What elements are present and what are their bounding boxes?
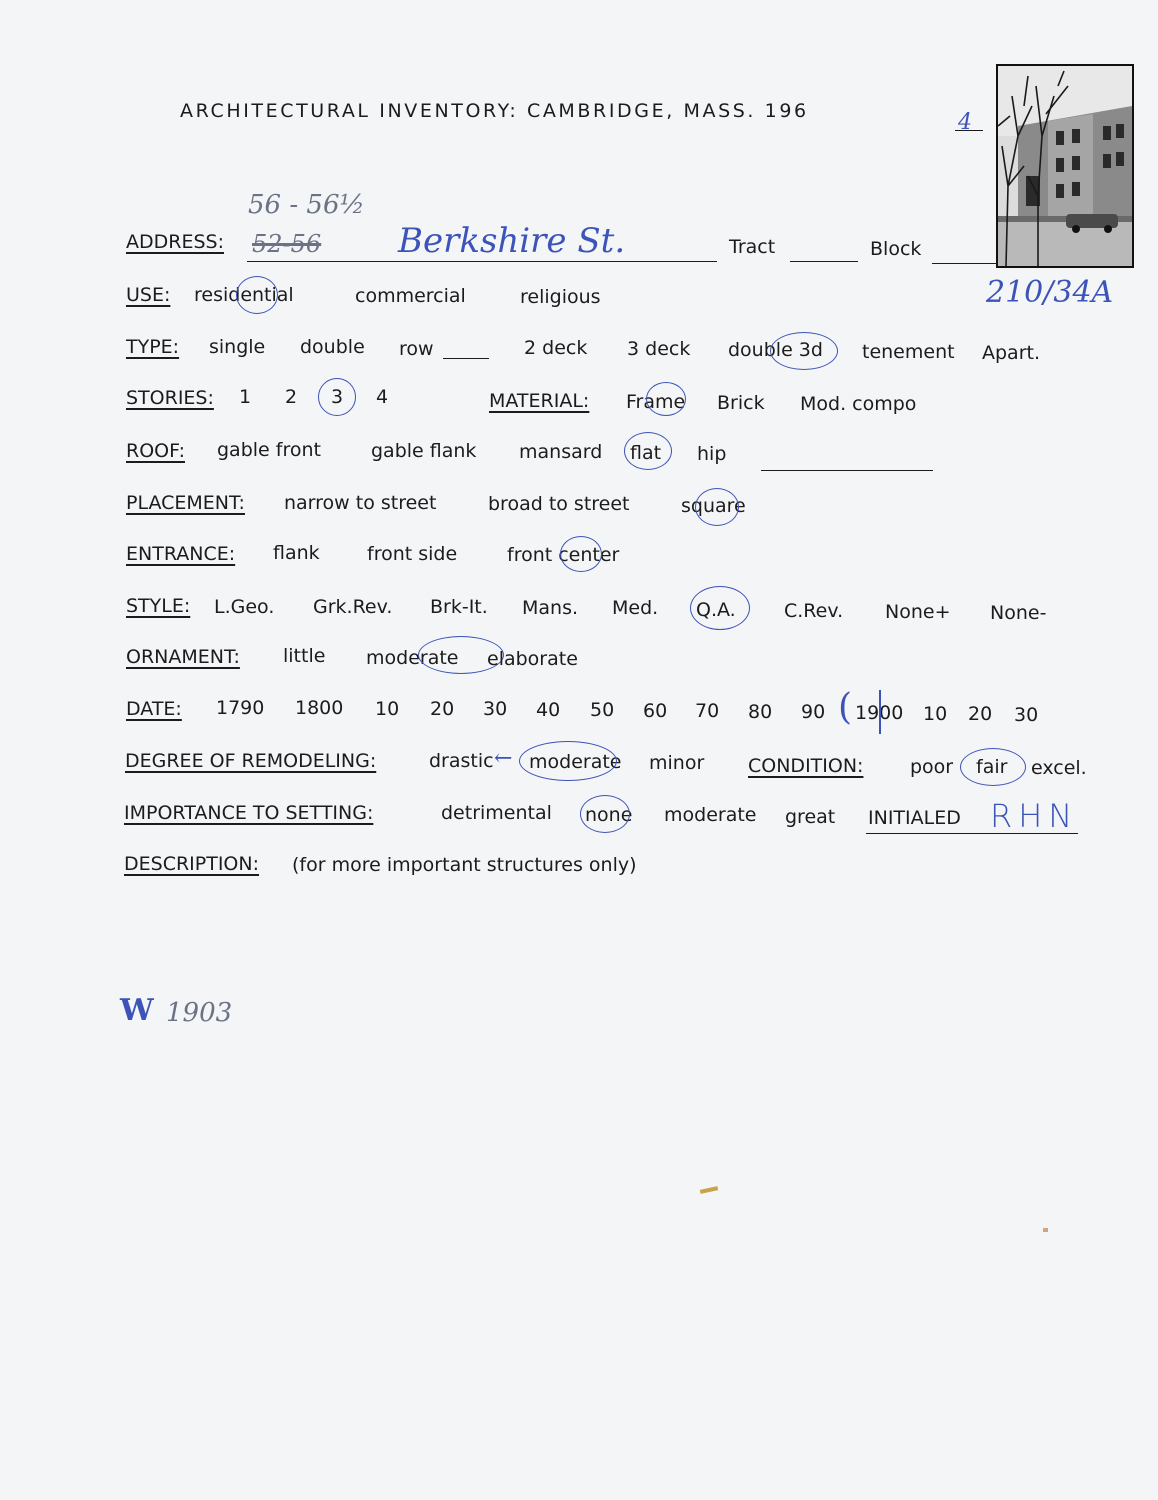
remodeling-drastic: drastic (429, 750, 494, 772)
description-label: DESCRIPTION: (124, 853, 260, 875)
initialed-label: INITIALED (868, 807, 961, 829)
remodeling-label: DEGREE OF REMODELING: (125, 750, 377, 772)
importance-selection-ring (580, 795, 633, 833)
entrance-front-center: front center (507, 544, 620, 566)
roof-mansard: mansard (519, 441, 603, 463)
ornament-elaborate: elaborate (487, 648, 578, 670)
condition-label: CONDITION: (748, 755, 864, 777)
entrance-selection-ring (560, 536, 602, 572)
style-q-a: Q.A. (696, 599, 736, 621)
type-selection-ring (770, 332, 838, 370)
remodeling-selection-ring (519, 741, 617, 781)
material-selection-ring (646, 382, 686, 416)
style-c-rev: C.Rev. (784, 600, 844, 622)
importance-none: none (585, 804, 633, 826)
stray-mark (700, 1186, 718, 1194)
type-row: row (399, 338, 434, 360)
importance-great: great (785, 806, 836, 828)
date-60: 60 (643, 700, 668, 722)
date-80: 80 (748, 701, 773, 723)
placement-narrow: narrow to street (284, 492, 437, 514)
type-blank-line (443, 358, 489, 359)
remodeling-arrow: ← (494, 746, 513, 771)
ornament-little: little (283, 645, 326, 667)
importance-moderate: moderate (664, 804, 757, 826)
style-med: Med. (612, 597, 659, 619)
condition-poor: poor (910, 756, 954, 778)
condition-excel: excel. (1031, 757, 1087, 779)
use-residential: residential (194, 284, 294, 306)
address-label: ADDRESS: (126, 231, 224, 253)
style-l-geo: L.Geo. (214, 596, 275, 618)
roof-gable-flank: gable flank (371, 440, 477, 462)
roof-hip: hip (697, 443, 727, 465)
date-70: 70 (695, 700, 720, 722)
address-number: 56 - 56½ (248, 190, 365, 220)
importance-detrimental: detrimental (441, 802, 552, 824)
building-photo (996, 64, 1134, 268)
date-label: DATE: (126, 698, 182, 720)
date-bracket: ( (838, 687, 853, 728)
year-underline (955, 130, 983, 131)
block-line (932, 263, 998, 264)
condition-fair: fair (976, 756, 1008, 778)
placement-label: PLACEMENT: (126, 492, 245, 514)
address-street: Berkshire St. (398, 221, 626, 261)
stories-3: 3 (331, 386, 344, 408)
stories-1: 1 (239, 386, 252, 408)
style-brk-it: Brk-It. (430, 596, 488, 618)
condition-selection-ring (960, 748, 1026, 786)
style-mans: Mans. (522, 597, 579, 619)
tract-label: Tract (729, 236, 776, 258)
type-apart: Apart. (982, 342, 1041, 364)
address-crossed-out: 52-56 (252, 230, 322, 258)
stories-2: 2 (285, 386, 298, 408)
date-20: 20 (430, 698, 455, 720)
material-brick: Brick (717, 392, 765, 414)
type-tenement: tenement (862, 341, 955, 363)
placement-square: square (681, 495, 746, 517)
address-line (247, 261, 717, 262)
use-religious: religious (520, 286, 601, 308)
date-1910: 10 (923, 703, 948, 725)
use-label: USE: (126, 284, 171, 306)
year-digit: 4 (958, 110, 972, 135)
ornament-moderate: moderate (366, 647, 459, 669)
entrance-front-side: front side (367, 543, 458, 565)
date-10: 10 (375, 698, 400, 720)
style-none-plus: None+ (885, 601, 951, 623)
entrance-flank: flank (273, 542, 320, 564)
roof-flat: flat (630, 442, 662, 464)
roof-label: ROOF: (126, 440, 185, 462)
material-mod-compo: Mod. compo (800, 393, 917, 415)
style-grk-rev: Grk.Rev. (313, 596, 393, 618)
date-1790: 1790 (216, 697, 265, 719)
use-selection-ring (236, 276, 278, 314)
roof-gable-front: gable front (217, 439, 321, 461)
style-selection-ring (690, 586, 750, 630)
date-1920: 20 (968, 703, 993, 725)
stories-label: STORIES: (126, 387, 214, 409)
description-note: (for more important structures only) (292, 854, 637, 876)
date-1800: 1800 (295, 697, 344, 719)
roof-blank-line (761, 470, 933, 471)
annotation-year: 1903 (166, 998, 233, 1028)
date-1930: 30 (1014, 704, 1039, 726)
stories-4: 4 (376, 386, 389, 408)
remodeling-minor: minor (649, 752, 705, 774)
date-1900: 1900 (855, 702, 904, 724)
type-double: double (300, 336, 365, 358)
roof-selection-ring (624, 432, 672, 470)
type-2-deck: 2 deck (524, 337, 588, 359)
block-reference: 210/34A (986, 275, 1114, 310)
date-40: 40 (536, 699, 561, 721)
material-frame: Frame (626, 391, 686, 413)
stray-dot (1043, 1228, 1048, 1232)
date-30: 30 (483, 698, 508, 720)
date-tick-mark (879, 690, 881, 734)
initialed-value: RHN (990, 797, 1079, 835)
use-commercial: commercial (355, 285, 466, 307)
form-title: ARCHITECTURAL INVENTORY: CAMBRIDGE, MASS. 196 (180, 100, 809, 122)
block-label: Block (870, 238, 922, 260)
style-none-minus: None- (990, 602, 1047, 624)
tract-line (790, 261, 858, 262)
annotation-mark: W (120, 993, 154, 1028)
ornament-label: ORNAMENT: (126, 646, 240, 668)
importance-label: IMPORTANCE TO SETTING: (124, 802, 374, 824)
entrance-label: ENTRANCE: (126, 543, 236, 565)
style-label: STYLE: (126, 595, 191, 617)
date-90: 90 (801, 701, 826, 723)
date-50: 50 (590, 699, 615, 721)
placement-broad: broad to street (488, 493, 630, 515)
placement-selection-ring (695, 488, 739, 526)
type-3-deck: 3 deck (627, 338, 691, 360)
material-label: MATERIAL: (489, 390, 590, 412)
type-single: single (209, 336, 266, 358)
remodeling-moderate: moderate (529, 751, 622, 773)
type-label: TYPE: (126, 336, 180, 358)
type-double-3d: double 3d (728, 339, 823, 361)
stories-selection-ring (318, 378, 356, 416)
